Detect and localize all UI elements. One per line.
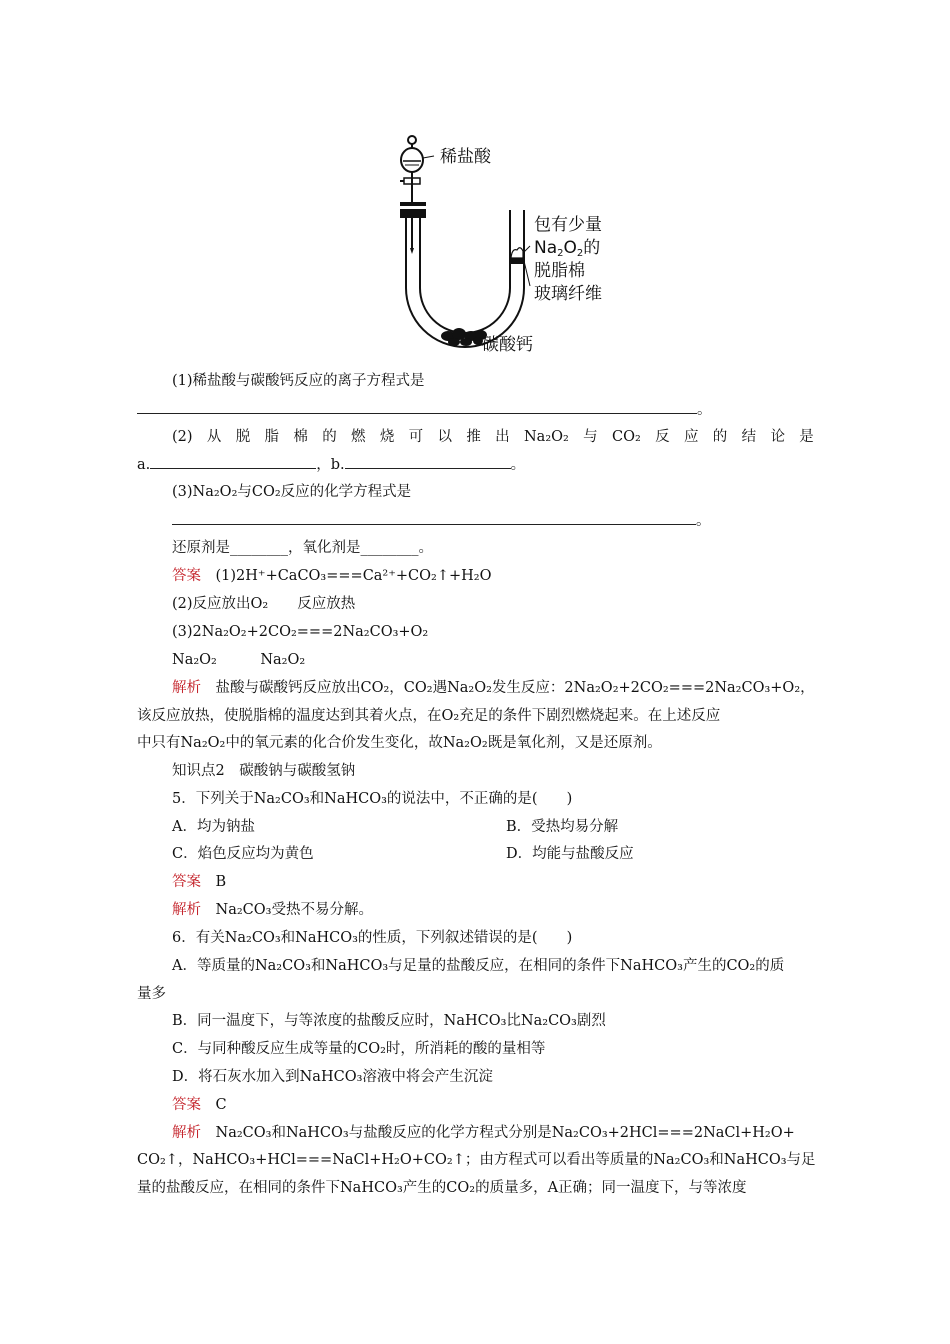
q2-token: 应 [683, 429, 699, 445]
analysis-text: 盐酸与碳酸钙反应放出CO₂，CO₂遇Na₂O₂发生反应：2Na₂O₂+2CO₂===2Na₂CO₃+O₂， [215, 680, 815, 696]
answer-label: 答案 [172, 568, 201, 584]
q2-token: 可 [408, 429, 424, 445]
blank-a [150, 453, 316, 469]
q5-analysis [172, 899, 373, 921]
question-5: 5．下列关于Na₂CO₃和NaHCO₃的说法中，不正确的是( ) [172, 791, 573, 807]
q5-option-d: D．均能与盐酸反应 [506, 846, 634, 862]
q2-token: (2) [172, 429, 193, 445]
q6-option-c: C．与同种酸反应生成等量的CO₂时，所消耗的酸的量相等 [172, 1041, 546, 1057]
q2-a-label: a. [137, 457, 151, 473]
analysis-label: 解析 [172, 680, 201, 696]
question-1: (1)稀盐酸与碳酸钙反应的离子方程式是 [172, 373, 425, 389]
q2-token: 结 [741, 429, 757, 445]
q6-option-d: D．将石灰水加入到NaHCO₃溶液中将会产生沉淀 [172, 1069, 493, 1085]
label-sub-2a: 2 [557, 248, 564, 259]
blank-line [172, 509, 696, 525]
reductant-oxidant-line: 还原剂是________，氧化剂是________。 [172, 540, 433, 556]
q2-token: 论 [770, 429, 785, 445]
answer-3: (3)2Na₂O₂+2CO₂===2Na₂CO₃+O₂ [172, 624, 429, 640]
label-dilute-hcl: 稀盐酸 [440, 147, 491, 167]
q5-answer-value: B [215, 874, 227, 890]
q5-analysis-text: Na₂CO₃受热不易分解。 [215, 902, 373, 918]
label-caco3: 碳酸钙 [482, 335, 533, 355]
analysis-line-3: 中只有Na₂O₂中的氧元素的化合价发生变化，故Na₂O₂既是氧化剂，又是还原剂。 [137, 735, 662, 751]
q6-option-a-line2: 量多 [137, 986, 166, 1002]
answer-blank-3 [172, 509, 711, 532]
q6-analysis-line-2: CO₂↑，NaHCO₃+HCl===NaCl+H₂O+CO₂↑；由方程式可以看出等质量的Na₂CO₃和NaHCO₃与足 [137, 1152, 816, 1168]
label-na: Na [534, 238, 558, 258]
q2-token: 燃 [351, 429, 366, 445]
q2-token: 推 [466, 429, 481, 445]
question-2-blanks [137, 453, 525, 476]
q2-token: 棉 [293, 429, 308, 445]
q6-analysis-line-1 [172, 1122, 795, 1144]
apparatus-figure [380, 128, 620, 368]
q2-token: 脂 [264, 429, 280, 445]
q6-analysis-line-3: 量的盐酸反应，在相同的条件下NaHCO₃产生的CO₂的质量多，A正确；同一温度下，与等浓度 [137, 1180, 747, 1196]
question-3: (3)Na₂O₂与CO₂反应的化学方程式是 [172, 484, 412, 500]
answer-label: 答案 [172, 874, 201, 890]
label-o: O [563, 238, 577, 258]
answer-block [172, 565, 492, 587]
q2-token: 反 [655, 429, 670, 445]
q2-token: 出 [495, 429, 510, 445]
label-cotton-line2 [534, 237, 600, 259]
q5-answer [172, 871, 226, 893]
answer-4: Na₂O₂ Na₂O₂ [172, 652, 306, 668]
q2-token: 以 [437, 429, 452, 445]
q6-analysis-text: Na₂CO₃和NaHCO₃与盐酸反应的化学方程式分别是Na₂CO₃+2HCl===2NaCl+H₂O+ [215, 1125, 795, 1141]
q6-answer [172, 1094, 227, 1116]
blank-b [345, 453, 511, 469]
analysis-line-1 [172, 677, 815, 699]
q2-token: 的 [322, 429, 337, 445]
section-heading: 知识点2 碳酸钠与碳酸氢钠 [172, 763, 356, 779]
q2-token: 与 [583, 429, 598, 445]
answer-2: (2)反应放出O₂ 反应放热 [172, 596, 356, 612]
q5-option-b: B．受热均易分解 [506, 819, 619, 835]
answer-label: 答案 [172, 1097, 201, 1113]
q2-token: 的 [712, 429, 728, 445]
q2-token: CO₂ [612, 429, 641, 445]
label-cotton-line3: 脱脂棉 [534, 261, 585, 281]
q5-option-a: A．均为钠盐 [172, 819, 255, 835]
question-2 [172, 426, 814, 448]
period: 。 [697, 402, 712, 418]
analysis-label: 解析 [172, 1125, 201, 1141]
q6-option-b: B．同一温度下，与等浓度的盐酸反应时，NaHCO₃比Na₂CO₃剧烈 [172, 1013, 606, 1029]
label-de: 的 [583, 238, 601, 258]
q2-b-label: ，b. [316, 457, 345, 473]
label-sub-2b: 2 [576, 248, 584, 259]
period: 。 [696, 513, 711, 529]
question-6: 6．有关Na₂CO₃和NaHCO₃的性质，下列叙述错误的是( ) [172, 930, 573, 946]
q6-option-a-line1: A．等质量的Na₂CO₃和NaHCO₃与足量的盐酸反应，在相同的条件下NaHCO₃产生的CO₂的质 [172, 958, 785, 974]
q5-option-c: C．焰色反应均为黄色 [172, 846, 314, 862]
q2-token: 从 [206, 429, 222, 445]
label-glass-fiber: 玻璃纤维 [534, 284, 602, 304]
label-cotton-line1: 包有少量 [534, 215, 602, 235]
q2-token: 烧 [379, 429, 395, 445]
analysis-label: 解析 [172, 902, 201, 918]
period: 。 [510, 457, 526, 473]
q2-token: 脱 [235, 429, 251, 445]
answer-blank-1 [137, 398, 712, 421]
blank-line [137, 398, 697, 414]
q2-token: Na₂O₂ [523, 429, 569, 445]
q6-answer-value: C [215, 1097, 227, 1113]
answer-1: (1)2H⁺+CaCO₃===Ca²⁺+CO₂↑+H₂O [215, 568, 492, 584]
q2-token: 是 [799, 429, 814, 445]
analysis-line-2: 该反应放热，使脱脂棉的温度达到其着火点，在O₂充足的条件下剧烈燃烧起来。在上述反应 [137, 708, 721, 724]
